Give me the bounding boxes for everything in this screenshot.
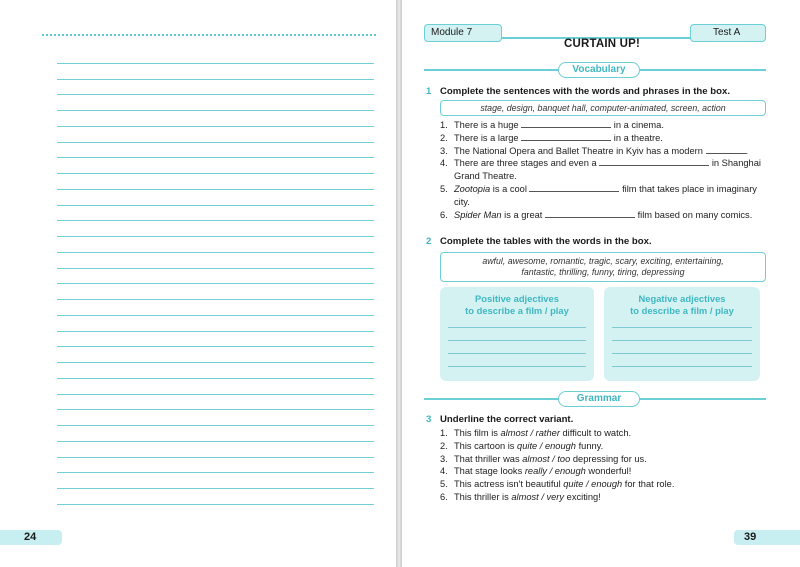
writing-line[interactable] — [57, 269, 374, 285]
ex3-item-2: 2. This cartoon is quite / enough funny. — [440, 440, 604, 451]
writing-line[interactable] — [57, 347, 374, 363]
writing-line[interactable] — [57, 190, 374, 206]
ex1-item-2: 2. There is a large in a theatre. — [440, 132, 663, 143]
writing-line[interactable] — [57, 284, 374, 300]
negative-table-header: Negative adjectives to describe a film / play — [630, 293, 734, 316]
answer-blank[interactable] — [529, 183, 619, 192]
positive-adjectives-table — [440, 287, 594, 381]
writing-line[interactable] — [57, 206, 374, 222]
writing-line[interactable] — [57, 95, 374, 111]
exercise-1-word-box: stage, design, banquet hall, computer-animated, screen, action — [440, 100, 766, 116]
module-tab: Module 7 — [424, 24, 502, 42]
test-tab: Test A — [690, 24, 766, 42]
writing-line[interactable] — [57, 64, 374, 80]
positive-table-header: Positive adjectives to describe a film / play — [465, 293, 569, 316]
writing-line[interactable] — [57, 332, 374, 348]
writing-line[interactable] — [57, 158, 374, 174]
writing-line[interactable] — [57, 111, 374, 127]
ex3-item-6: 6. This thriller is almost / very exciting! — [440, 491, 601, 502]
answer-blank[interactable] — [545, 209, 635, 218]
right-page-test — [402, 0, 800, 567]
answer-line[interactable] — [448, 340, 586, 341]
writing-line[interactable] — [57, 48, 374, 64]
exercise-2-word-box: awful, awesome, romantic, tragic, scary, exciting, entertaining, fantastic, thrilling, funny, tiring, depressing — [440, 252, 766, 282]
ex3-item-3: 3. That thriller was almost / too depressing for us. — [440, 453, 647, 464]
writing-line[interactable] — [57, 489, 374, 505]
grammar-section-header — [424, 391, 766, 407]
variant-choice[interactable]: quite / enough — [563, 479, 623, 490]
ex1-item-1: 1. There is a huge in a cinema. — [440, 120, 664, 130]
page-number-right-label: 39 — [744, 531, 757, 543]
variant-choice[interactable]: quite / enough — [517, 440, 576, 451]
variant-choice[interactable]: almost / very — [511, 491, 565, 502]
page-number-left — [0, 530, 62, 545]
writing-line[interactable] — [57, 300, 374, 316]
ex3-item-4: 4. That stage looks really / enough wonderful! — [440, 466, 632, 477]
writing-line[interactable] — [57, 395, 374, 411]
exercise-3-instruction: 3 Underline the correct variant. — [426, 414, 574, 425]
writing-line[interactable] — [57, 221, 374, 237]
vocabulary-section-header — [424, 62, 766, 78]
page-number-left-label: 24 — [24, 531, 37, 543]
writing-line[interactable] — [57, 143, 374, 159]
ex1-item-6: 6. Spider Man is a great film based on many comics. — [440, 209, 753, 220]
answer-line[interactable] — [612, 327, 752, 328]
page-title: CURTAIN UP! — [563, 38, 641, 50]
writing-line[interactable] — [57, 410, 374, 426]
answer-line[interactable] — [448, 353, 586, 354]
grammar-heading: Grammar — [558, 391, 640, 407]
answer-blank[interactable] — [521, 119, 611, 128]
page-number-right — [734, 530, 800, 545]
writing-line[interactable] — [57, 473, 374, 489]
writing-line[interactable] — [57, 174, 374, 190]
writing-line[interactable] — [57, 458, 374, 474]
writing-line[interactable] — [57, 426, 374, 442]
writing-line[interactable] — [57, 253, 374, 269]
answer-line[interactable] — [612, 366, 752, 367]
ex1-item-5: 5. Zootopia is a cool film that takes place in imaginary city. — [440, 183, 757, 207]
writing-line[interactable] — [57, 237, 374, 253]
answer-blank[interactable] — [599, 157, 709, 166]
ex1-item-4: 4. There are three stages and even a in Shanghai Grand Theatre. — [440, 158, 761, 182]
answer-blank[interactable] — [521, 132, 611, 141]
exercise-3 — [426, 414, 766, 504]
writing-lines — [57, 48, 374, 505]
vocabulary-heading: Vocabulary — [558, 62, 640, 78]
writing-line[interactable] — [57, 379, 374, 395]
exercise-1-instruction: 1 Complete the sentences with the words and phrases in the box. — [426, 86, 731, 97]
answer-line[interactable] — [612, 353, 752, 354]
answer-line[interactable] — [448, 366, 586, 367]
answer-blank[interactable] — [706, 145, 746, 154]
dotted-rule — [42, 34, 376, 36]
exercise-2-instruction: 2 Complete the tables with the words in the box. — [426, 236, 652, 247]
answer-line[interactable] — [448, 327, 586, 328]
writing-line[interactable] — [57, 127, 374, 143]
answer-line[interactable] — [612, 340, 752, 341]
ex1-item-3: 3. The National Opera and Ballet Theatre in Kyiv has a modern . — [440, 145, 749, 156]
variant-choice[interactable]: almost / rather — [500, 428, 560, 438]
ex3-item-5: 5. This actress isn't beautiful quite / enough for that role. — [440, 479, 675, 490]
exercise-2 — [426, 236, 766, 282]
negative-adjectives-table — [604, 287, 760, 381]
writing-line[interactable] — [57, 316, 374, 332]
writing-line[interactable] — [57, 442, 374, 458]
variant-choice[interactable]: really / enough — [524, 466, 586, 477]
variant-choice[interactable]: almost / too — [522, 453, 571, 464]
writing-line[interactable] — [57, 363, 374, 379]
writing-line[interactable] — [57, 80, 374, 96]
exercise-1 — [426, 86, 766, 221]
left-page-notes — [0, 0, 396, 567]
ex3-item-1: 1. This film is almost / rather difficult to watch. — [440, 428, 632, 438]
